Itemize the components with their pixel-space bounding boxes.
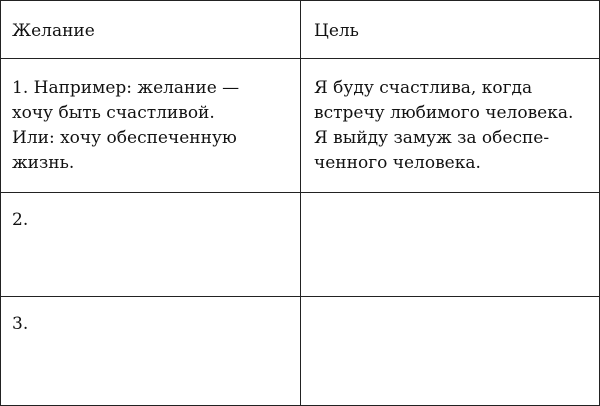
table-row (1, 59, 600, 193)
wish-text: 3. (12, 314, 29, 334)
goal-cell (301, 59, 600, 193)
goal-text (301, 193, 599, 208)
header-cell-wish (1, 1, 301, 59)
wish-text: 1. Например: желание — хочу быть счастливой. Или: хочу обеспеченную жизнь. (12, 78, 240, 173)
header-goal-label: Цель (314, 21, 359, 41)
wish-text: 2. (12, 210, 29, 230)
wish-cell (1, 297, 301, 406)
table-row (1, 193, 600, 297)
goal-cell (301, 297, 600, 406)
goal-cell (301, 193, 600, 297)
wish-cell (1, 193, 301, 297)
goal-text (301, 297, 599, 312)
table-row (1, 297, 600, 406)
header-cell-goal (301, 1, 600, 59)
goal-text: Я буду счастлива, когда встречу любимого человека. Я выйду замуж за обеспе- ченного человека. (314, 78, 574, 173)
wish-cell (1, 59, 301, 193)
table-header-row (1, 1, 600, 59)
header-wish-label: Желание (12, 21, 95, 41)
